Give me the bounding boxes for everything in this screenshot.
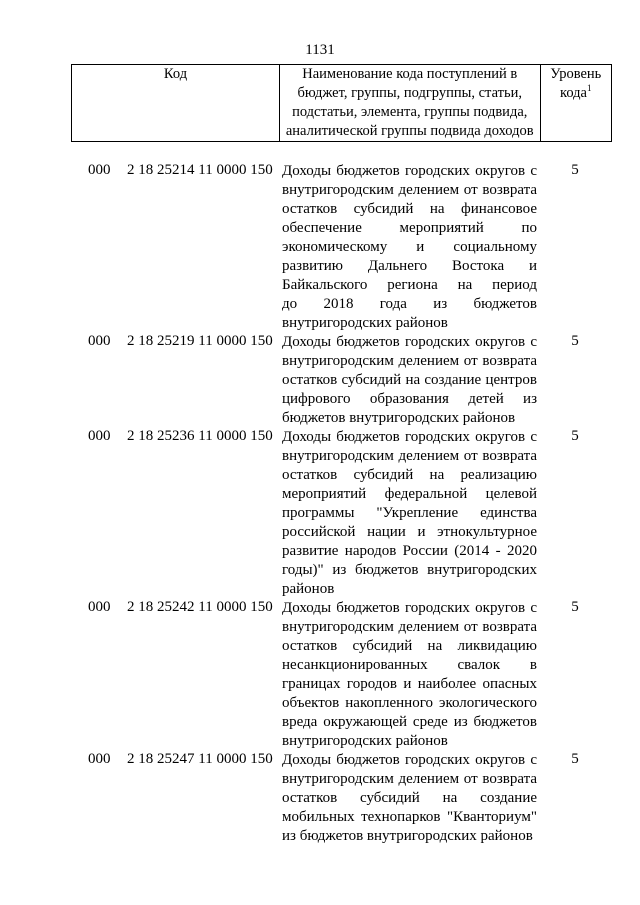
table-row — [0, 333, 640, 428]
header-name-line: подстатьи, элемента, группы подвида, — [292, 104, 528, 120]
table-row — [0, 751, 640, 846]
row-name-line: из бюджетов внутригородских районов — [282, 828, 533, 844]
row-code: 2 18 25242 11 0000 150 — [127, 599, 273, 615]
header-level-text: кода — [560, 85, 587, 101]
header-level — [540, 65, 612, 142]
row-name-line: остатков субсидий на ликвидацию — [282, 638, 537, 654]
row-level: 5 — [571, 751, 579, 767]
row-name — [282, 751, 537, 846]
row-name-line: внутригородских районов — [282, 315, 448, 331]
row-name-line: программы "Укрепление единства — [282, 505, 537, 521]
row-name-line: экономическому и социальному — [282, 239, 537, 255]
header-level-line1: Уровень — [550, 66, 602, 82]
row-level: 5 — [571, 333, 579, 349]
header-name — [279, 65, 540, 142]
header-name-line: бюджет, группы, подгруппы, статьи, — [297, 85, 522, 101]
row-name-line: Байкальского региона на период — [282, 277, 537, 293]
row-name-line: остатков субсидий на создание центров — [282, 372, 537, 388]
row-name-line: внутригородским делением от возврата — [282, 448, 537, 464]
header-name-line: аналитической группы подвида доходов — [285, 123, 534, 139]
row-level: 5 — [571, 428, 579, 444]
row-name-line: объектов накопленного экологического — [282, 695, 537, 711]
header-code: Код — [72, 65, 280, 142]
row-name-line: внутригородским делением от возврата — [282, 182, 537, 198]
row-name-line: остатков субсидий на финансовое — [282, 201, 537, 217]
header-level-line2 — [543, 84, 610, 103]
row-name-line: Доходы бюджетов городских округов с — [282, 429, 537, 445]
row-code: 2 18 25214 11 0000 150 — [127, 162, 273, 178]
row-name — [282, 162, 537, 333]
row-code: 2 18 25219 11 0000 150 — [127, 333, 273, 349]
row-name-line: внутригородским делением от возврата — [282, 619, 537, 635]
row-name-line: развитие народов России (2014 - 2020 — [282, 543, 537, 559]
row-name-line: остатков субсидий на создание — [282, 790, 537, 806]
table-header — [71, 64, 612, 142]
row-name-line: внутригородским делением от возврата — [282, 353, 537, 369]
table-body — [0, 162, 640, 846]
row-level: 5 — [571, 599, 579, 615]
footnote-marker: 1 — [586, 83, 592, 94]
page-number: 1131 — [305, 42, 335, 58]
row-name-line: внутригородским делением от возврата — [282, 771, 537, 787]
row-name-line: Доходы бюджетов городских округов с — [282, 600, 537, 616]
row-name-line: российской нации и этнокультурное — [282, 524, 537, 540]
row-name-line: Доходы бюджетов городских округов с — [282, 334, 537, 350]
row-name-line: цифрового образования детей из — [282, 391, 537, 407]
row-level: 5 — [571, 162, 579, 178]
row-name-line: несанкционированных свалок в — [282, 657, 537, 673]
row-name-line: обеспечение мероприятий по — [282, 220, 537, 236]
row-name-line: Доходы бюджетов городских округов с — [282, 752, 537, 768]
row-name — [282, 428, 537, 599]
row-name-line: развитию Дальнего Востока и — [282, 258, 537, 274]
row-name-line: внутригородских районов — [282, 733, 448, 749]
row-name — [282, 599, 537, 751]
row-code: 2 18 25236 11 0000 150 — [127, 428, 273, 444]
row-code: 2 18 25247 11 0000 150 — [127, 751, 273, 767]
row-prefix: 000 — [88, 428, 111, 444]
row-prefix: 000 — [88, 162, 111, 178]
row-name — [282, 333, 537, 428]
row-name-line: бюджетов внутригородских районов — [282, 410, 516, 426]
header-name-line: Наименование кода поступлений в — [302, 66, 518, 82]
row-name-line: районов — [282, 581, 335, 597]
row-prefix: 000 — [88, 751, 111, 767]
table-row — [0, 428, 640, 599]
row-name-line: до 2018 года из бюджетов — [282, 296, 537, 312]
row-name-line: остатков субсидий на реализацию — [282, 467, 537, 483]
table-row — [0, 599, 640, 751]
row-prefix: 000 — [88, 599, 111, 615]
row-name-line: мероприятий федеральной целевой — [282, 486, 537, 502]
row-name-line: мобильных технопарков "Кванториум" — [282, 809, 537, 825]
row-name-line: вреда окружающей среде из бюджетов — [282, 714, 537, 730]
row-name-line: границах городов и наиболее опасных — [282, 676, 537, 692]
row-name-line: Доходы бюджетов городских округов с — [282, 163, 537, 179]
row-prefix: 000 — [88, 333, 111, 349]
row-name-line: годы)" из бюджетов внутригородских — [282, 562, 537, 578]
table-row — [0, 162, 640, 333]
